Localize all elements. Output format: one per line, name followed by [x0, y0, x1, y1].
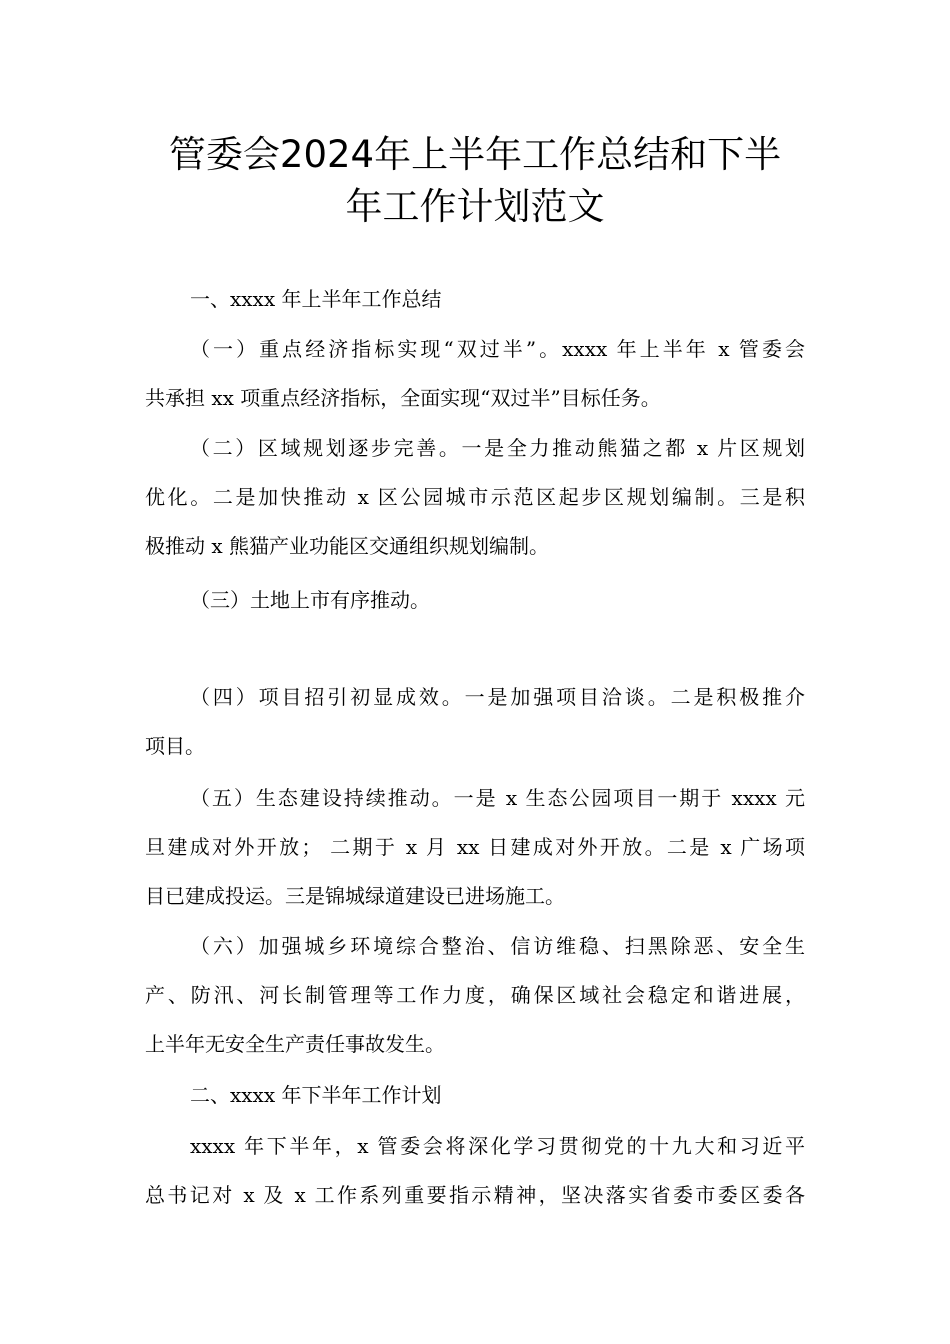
paragraph-6-line-2: 产、防汛、河长制管理等工作力度，确保区域社会稳定和谐进展， — [145, 983, 805, 1007]
paragraph-5-line-1: （五）生态建设持续推动。一是 x 生态公园项目一期于 xxxx 元 — [190, 786, 805, 810]
paragraph-4-line-2: 项目。 — [145, 734, 205, 758]
paragraph-1-line-2: 共承担 xx 项重点经济指标，全面实现“双过半”目标任务。 — [145, 386, 661, 410]
paragraph-6-line-3: 上半年无安全生产责任事故发生。 — [145, 1032, 445, 1056]
paragraph-1-line-1: （一）重点经济指标实现“双过半”。xxxx 年上半年 x 管委会 — [190, 337, 805, 361]
paragraph-2-line-3: 极推动 x 熊猫产业功能区交通组织规划编制。 — [145, 534, 549, 558]
paragraph-6-line-1: （六）加强城乡环境综合整治、信访维稳、扫黑除恶、安全生 — [190, 934, 805, 958]
paragraph-7-line-1: xxxx 年下半年，x 管委会将深化学习贯彻党的十九大和习近平 — [190, 1134, 805, 1158]
paragraph-7-line-2: 总书记对 x 及 x 工作系列重要指示精神，坚决落实省委市委区委各 — [145, 1183, 805, 1207]
document-title-line-2: 年工作计划范文 — [345, 185, 605, 228]
paragraph-3-line-1: （三）土地上市有序推动。 — [190, 588, 430, 612]
section-heading-first-half-summary: 一、xxxx 年上半年工作总结 — [190, 287, 442, 311]
paragraph-5-line-2: 旦建成对外开放； 二期于 x 月 xx 日建成对外开放。二是 x 广场项 — [145, 835, 805, 859]
paragraph-4-line-1: （四）项目招引初显成效。一是加强项目洽谈。二是积极推介 — [190, 685, 805, 709]
section-heading-second-half-plan: 二、xxxx 年下半年工作计划 — [190, 1083, 442, 1107]
paragraph-2-line-2: 优化。二是加快推动 x 区公园城市示范区起步区规划编制。三是积 — [145, 485, 805, 509]
paragraph-2-line-1: （二）区域规划逐步完善。一是全力推动熊猫之都 x 片区规划 — [190, 436, 805, 460]
document-title-line-1: 管委会2024年上半年工作总结和下半 — [168, 133, 782, 176]
paragraph-5-line-3: 目已建成投运。三是锦城绿道建设已进场施工。 — [145, 884, 565, 908]
